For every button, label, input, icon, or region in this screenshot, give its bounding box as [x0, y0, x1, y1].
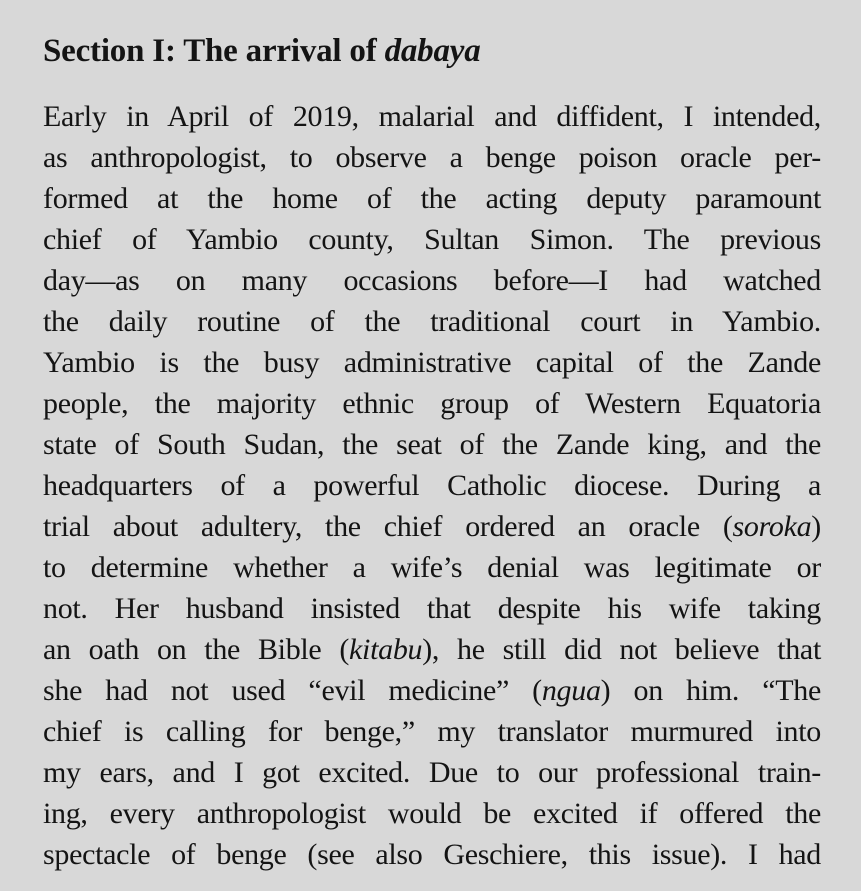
text-line — [43, 178, 821, 219]
text-run: chief is calling for benge,” my translator murmured into — [43, 715, 821, 748]
text-line — [43, 629, 821, 670]
text-run: ) on him. “The — [600, 674, 821, 707]
text-run: state of South Sudan, the seat of the Zande king, and the — [43, 428, 821, 461]
text-line — [43, 383, 821, 424]
text-run: she had not used “evil medicine” ( — [43, 674, 542, 707]
text-run: to determine whether a wife’s denial was legitimate or — [43, 551, 821, 584]
italic-term: ngua — [541, 674, 601, 707]
body-paragraph — [43, 96, 821, 875]
text-line — [43, 219, 821, 260]
text-line — [43, 588, 821, 629]
text-line — [43, 424, 821, 465]
italic-term: soroka — [732, 510, 812, 543]
text-run: people, the majority ethnic group of Western Equatoria — [43, 387, 821, 420]
text-line — [43, 301, 821, 342]
text-run: spectacle of benge (see also Geschiere, this issue). I had — [43, 838, 821, 871]
text-run: ing, every anthropologist would be excited if offered the — [43, 797, 821, 830]
text-line — [43, 342, 821, 383]
text-line — [43, 96, 821, 137]
text-line — [43, 834, 821, 875]
text-run: an oath on the Bible ( — [43, 633, 350, 666]
text-run: day—as on many occasions before—I had watched — [43, 264, 821, 297]
text-run: chief of Yambio county, Sultan Simon. The previous — [43, 223, 821, 256]
text-line — [43, 670, 821, 711]
text-run: not. Her husband insisted that despite his wife taking — [43, 592, 821, 625]
text-line — [43, 711, 821, 752]
text-run: formed at the home of the acting deputy paramount — [43, 182, 821, 215]
text-run: my ears, and I got excited. Due to our professional train- — [43, 756, 821, 789]
text-line — [43, 506, 821, 547]
text-line — [43, 260, 821, 301]
heading-term: dabaya — [384, 33, 481, 69]
text-run: ) — [811, 510, 821, 543]
text-line — [43, 793, 821, 834]
text-run: as anthropologist, to observe a benge poison oracle per- — [43, 141, 821, 174]
text-line — [43, 547, 821, 588]
text-run: headquarters of a powerful Catholic diocese. During a — [43, 469, 821, 502]
text-line — [43, 465, 821, 506]
heading-prefix: Section I: The arrival of — [43, 33, 385, 69]
text-run: ), he still did not believe that — [422, 633, 821, 666]
text-line — [43, 137, 821, 178]
text-run: Yambio is the busy administrative capital of the Zande — [43, 346, 821, 379]
text-line — [43, 752, 821, 793]
text-run: Early in April of 2019, malarial and diffident, I intended, — [43, 100, 821, 133]
italic-term: kitabu — [349, 633, 423, 666]
section-heading — [43, 31, 481, 71]
text-run: trial about adultery, the chief ordered an oracle ( — [43, 510, 733, 543]
text-run: the daily routine of the traditional court in Yambio. — [43, 305, 821, 338]
